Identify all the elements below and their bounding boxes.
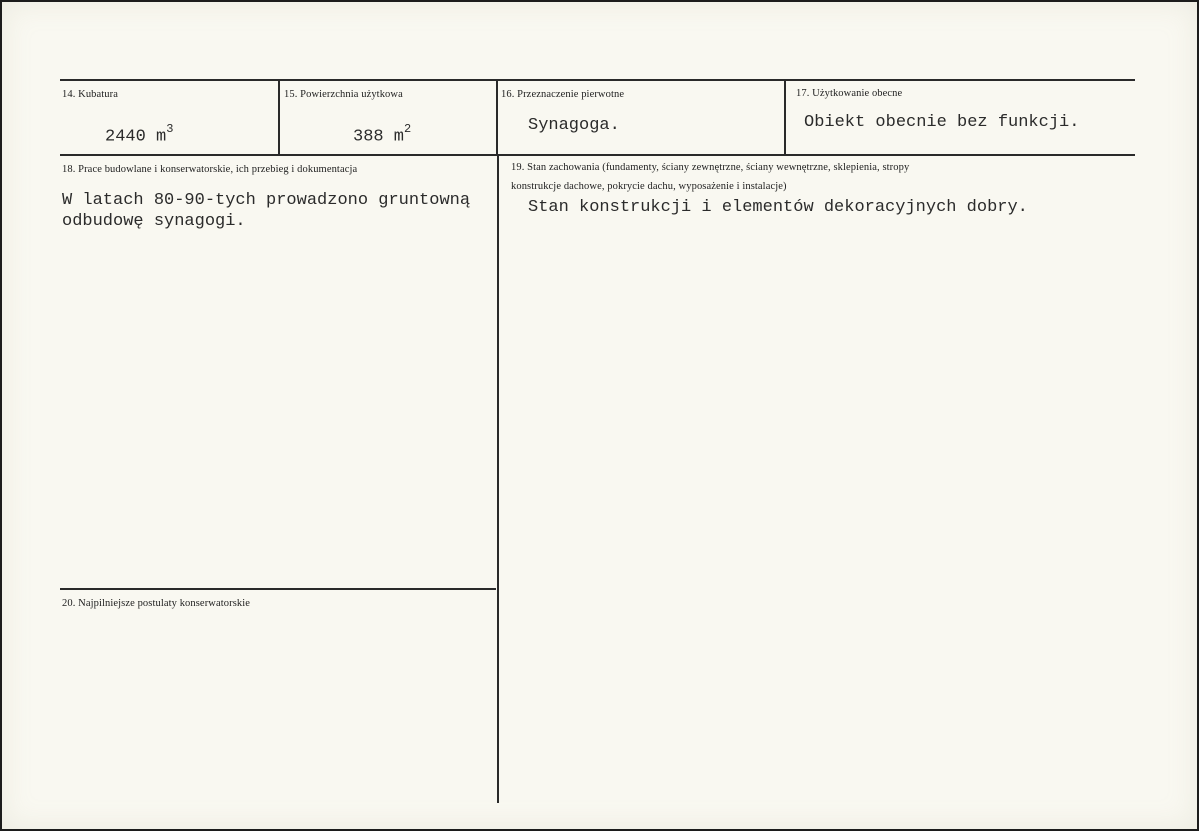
field-17-label: 17. Użytkowanie obecne (796, 88, 903, 99)
field-16-label: 16. Przeznaczenie pierwotne (501, 89, 625, 100)
main-column-divider (497, 155, 499, 803)
volume-value: 2440 m (105, 127, 167, 147)
field-17-value: Obiekt obecnie bez funkcji. (804, 113, 1080, 132)
volume-unit-exponent: 3 (166, 122, 174, 136)
field-19-label-line1: 19. Stan zachowania (fundamenty, ściany zewnętrzne, ściany wewnętrzne, sklepienia, stropy (511, 162, 910, 173)
field-18-value-line2: odbudowę synagogi. (62, 212, 246, 231)
divider-14-15 (278, 81, 280, 155)
top-rule (60, 79, 1135, 81)
area-unit-exponent: 2 (404, 122, 412, 136)
inventory-card (2, 2, 1197, 829)
field-18-value-line1: W latach 80-90-tych prowadzono gruntowną (62, 191, 471, 210)
field-15-value (353, 124, 411, 147)
field-19-value: Stan konstrukcji i elementów dekoracyjnych dobry. (528, 198, 1028, 217)
field-16-value: Synagoga. (528, 116, 620, 135)
section-20-rule (60, 588, 496, 590)
field-18-label: 18. Prace budowlane i konserwatorskie, ich przebieg i dokumentacja (62, 164, 358, 175)
divider-15-16 (496, 81, 498, 155)
area-value: 388 m (353, 127, 405, 147)
field-15-label: 15. Powierzchnia użytkowa (284, 89, 403, 100)
field-20-label: 20. Najpilniejsze postulaty konserwatorskie (62, 598, 251, 609)
divider-16-17 (784, 81, 786, 155)
field-14-label: 14. Kubatura (62, 89, 119, 100)
header-bottom-rule (60, 154, 1135, 156)
field-14-value (105, 124, 173, 147)
field-19-label-line2: konstrukcje dachowe, pokrycie dachu, wyposażenie i instalacje) (511, 181, 787, 192)
